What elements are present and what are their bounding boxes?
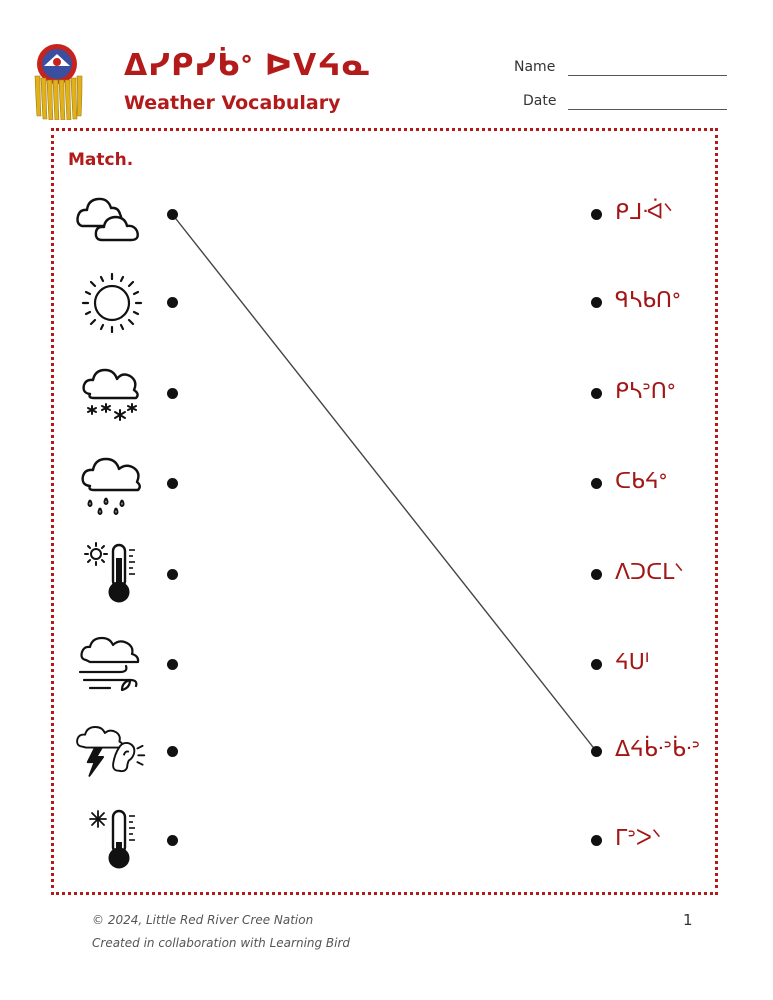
instruction-text: Match. [68, 150, 134, 170]
nation-logo [28, 42, 86, 120]
date-label: Date [523, 93, 557, 109]
picture-dot-6[interactable] [167, 659, 178, 670]
cold-thermometer-icon [82, 806, 154, 872]
picture-dot-3[interactable] [167, 388, 178, 399]
word-dot-4[interactable] [591, 478, 602, 489]
picture-dot-7[interactable] [167, 746, 178, 757]
word-4: ᑕᑲᔦᐤ [615, 469, 668, 494]
name-label: Name [514, 59, 556, 75]
clouds-icon [74, 182, 146, 248]
word-7: ᐃᔦᑳᐧᐣᑳᐧᐣ [615, 737, 701, 762]
page-number: 1 [683, 911, 693, 929]
word-8: ᒥᐣᐳᐠ [615, 826, 662, 851]
sun-icon [76, 270, 148, 336]
picture-dot-2[interactable] [167, 297, 178, 308]
picture-dot-1[interactable] [167, 209, 178, 220]
worksheet-subtitle: Weather Vocabulary [124, 92, 341, 114]
word-dot-1[interactable] [591, 209, 602, 220]
copyright-text: © 2024, Little Red River Cree Nation [92, 913, 314, 927]
word-5: ᐱᑐᑕᒪᐠ [615, 560, 684, 585]
picture-dot-4[interactable] [167, 478, 178, 489]
word-dot-5[interactable] [591, 569, 602, 580]
word-2: ᑫᓴᑲᑎᐤ [615, 288, 681, 313]
hot-thermometer-icon [82, 540, 154, 606]
word-dot-2[interactable] [591, 297, 602, 308]
thunder-hearing-icon [74, 718, 146, 784]
picture-dot-5[interactable] [167, 569, 178, 580]
worksheet-title: ᐃᓯᑭᓯᑳᐤ ᐅᐯᔦᓇ [124, 48, 371, 83]
word-1: ᑭᒧᐙᐠ [615, 200, 673, 225]
snow-cloud-icon [76, 360, 148, 426]
date-field[interactable] [568, 109, 727, 110]
word-3: ᑭᓴᐣᑎᐤ [615, 379, 676, 404]
wind-cloud-icon [76, 630, 148, 696]
word-dot-7[interactable] [591, 746, 602, 757]
picture-dot-8[interactable] [167, 835, 178, 846]
word-dot-3[interactable] [591, 388, 602, 399]
word-dot-8[interactable] [591, 835, 602, 846]
word-6: ᔦᑌᑊ [615, 650, 650, 675]
rain-cloud-icon [76, 450, 148, 516]
credit-text: Created in collaboration with Learning Bird [92, 936, 351, 950]
word-dot-6[interactable] [591, 659, 602, 670]
worksheet-frame [51, 128, 718, 895]
name-field[interactable] [568, 75, 727, 76]
